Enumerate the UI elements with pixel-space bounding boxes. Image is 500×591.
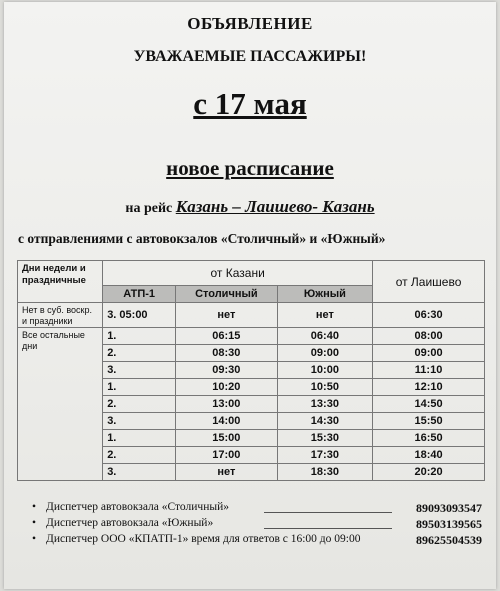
route-name: Казань – Лаишево- Казань [175, 197, 375, 216]
contacts-list [32, 501, 482, 549]
bullet-icon: • [32, 533, 37, 545]
laishevo-time-cell: 15:50 [373, 413, 485, 430]
days-header: Дни недели и праздничные [18, 261, 103, 303]
contact-row [32, 517, 482, 533]
stolichny-time-cell: 06:15 [176, 328, 278, 345]
contact-phone: 89625504539 [416, 533, 482, 547]
bus-number-cell: 2. [103, 396, 176, 413]
laishevo-time-cell: 20:20 [373, 464, 485, 481]
bus-number-cell: 1. [103, 430, 176, 447]
bullet-icon: • [32, 517, 37, 529]
stolichny-time-cell: нет [176, 303, 278, 328]
atp-header: АТП-1 [103, 286, 176, 303]
timetable [17, 260, 485, 481]
yuzhny-time-cell: 15:30 [277, 430, 372, 447]
contact-label: Диспетчер автовокзала «Столичный» [46, 501, 229, 513]
new-schedule-heading: новое расписание [166, 156, 334, 180]
yuzhny-time-cell: 10:50 [277, 379, 372, 396]
contact-phone: 89093093547 [416, 501, 482, 515]
stolichny-time-cell: 10:20 [176, 379, 278, 396]
yuzhny-header: Южный [277, 286, 372, 303]
bus-number-cell: 2. [103, 345, 176, 362]
departure-note: с отправлениями с автовокзалов «Столичный» и «Южный» [18, 231, 386, 246]
yuzhny-time-cell: 10:00 [277, 362, 372, 379]
stolichny-time-cell: 15:00 [176, 430, 278, 447]
laishevo-time-cell: 18:40 [373, 447, 485, 464]
notice-title: ОБЪЯВЛЕНИЕ [187, 14, 313, 33]
stolichny-time-cell: 08:30 [176, 345, 278, 362]
weekend-group-label: Нет в суб. воскр. и праздники [18, 303, 103, 328]
bus-number-cell: 3. 05:00 [103, 303, 176, 328]
table-row [18, 303, 485, 328]
yuzhny-time-cell: 14:30 [277, 413, 372, 430]
bus-number-cell: 3. [103, 464, 176, 481]
yuzhny-time-cell: 17:30 [277, 447, 372, 464]
bullet-icon: • [32, 501, 37, 513]
yuzhny-time-cell: 18:30 [277, 464, 372, 481]
bus-number-cell: 3. [103, 413, 176, 430]
notice-paper [4, 2, 496, 589]
contact-row [32, 501, 482, 517]
contact-phone: 89503139565 [416, 517, 482, 531]
yuzhny-time-cell: 06:40 [277, 328, 372, 345]
contact-label: Диспетчер автовокзала «Южный» [46, 517, 214, 529]
contact-label: Диспетчер ООО «КПАТП-1» время для ответов с 16:00 до 09:00 [46, 533, 361, 545]
table-row [18, 328, 485, 345]
stolichny-time-cell: нет [176, 464, 278, 481]
contact-underline [264, 528, 392, 529]
yuzhny-time-cell: 09:00 [277, 345, 372, 362]
stolichny-time-cell: 09:30 [176, 362, 278, 379]
notice-greeting: УВАЖАЕМЫЕ ПАССАЖИРЫ! [133, 48, 367, 65]
laishevo-time-cell: 14:50 [373, 396, 485, 413]
from-laishevo-header: от Лаишево [373, 261, 485, 303]
laishevo-time-cell: 09:00 [373, 345, 485, 362]
bus-number-cell: 3. [103, 362, 176, 379]
laishevo-time-cell: 08:00 [373, 328, 485, 345]
contact-row [32, 533, 482, 549]
laishevo-time-cell: 06:30 [373, 303, 485, 328]
laishevo-time-cell: 16:50 [373, 430, 485, 447]
stolichny-time-cell: 13:00 [176, 396, 278, 413]
timetable-body [18, 303, 485, 481]
yuzhny-time-cell: нет [277, 303, 372, 328]
from-kazan-header: от Казани [103, 261, 373, 286]
bus-number-cell: 2. [103, 447, 176, 464]
stolichny-time-cell: 14:00 [176, 413, 278, 430]
bus-number-cell: 1. [103, 379, 176, 396]
route-line [4, 197, 496, 217]
laishevo-time-cell: 12:10 [373, 379, 485, 396]
other-days-group-label: Все остальные дни [18, 328, 103, 481]
stolichny-time-cell: 17:00 [176, 447, 278, 464]
yuzhny-time-cell: 13:30 [277, 396, 372, 413]
bus-number-cell: 1. [103, 328, 176, 345]
contact-underline [264, 512, 392, 513]
laishevo-time-cell: 11:10 [373, 362, 485, 379]
effective-date: с 17 мая [193, 86, 307, 121]
stolichny-header: Столичный [176, 286, 278, 303]
route-prefix: на рейс [125, 201, 173, 216]
